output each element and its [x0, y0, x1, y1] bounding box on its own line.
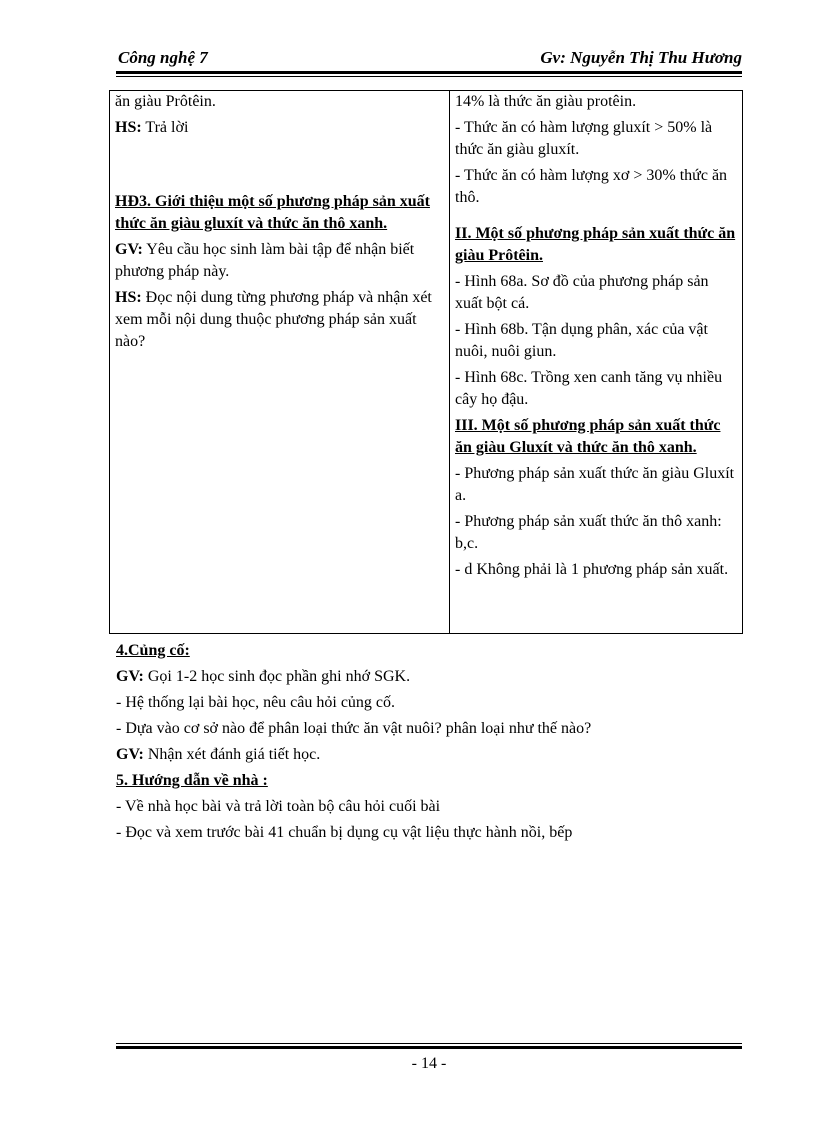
section-3-heading: III. Một số phương pháp sản xuất thức ăn giàu Gluxít và thức ăn thô xanh.	[455, 417, 721, 456]
hs-task: HS: Đọc nội dung từng phương pháp và nhận xét xem mỗi nội dung thuộc phương pháp sản xuất nào?	[115, 289, 432, 350]
hs-answer: HS: Trả lời	[115, 119, 189, 136]
right-line-6: - Hình 68c. Trồng xen canh tăng vụ nhiều cây họ đậu.	[455, 369, 723, 408]
subject-title: Công nghệ 7	[118, 48, 208, 67]
right-line-4: - Hình 68a. Sơ đồ của phương pháp sản xuất bột cá.	[455, 273, 709, 312]
homework-line-2: - Đọc và xem trước bài 41 chuẩn bị dụng cụ vật liệu thực hành nồi, bếp	[116, 824, 573, 841]
hd3-heading: HĐ3. Giới thiệu một số phương pháp sản xuất thức ăn giàu gluxít và thức ăn thô xanh.	[115, 193, 430, 232]
teacher-activity-column	[110, 91, 450, 634]
lesson-table	[109, 90, 743, 634]
gv-instruction: GV: Yêu cầu học sinh làm bài tập để nhận biết phương pháp này.	[115, 241, 415, 280]
section-2-heading: II. Một số phương pháp sản xuất thức ăn giàu Prôtêin.	[455, 225, 736, 264]
consolidation-gv-2: GV: Nhận xét đánh giá tiết học.	[116, 746, 321, 763]
content-column	[450, 91, 743, 634]
right-line-1: 14% là thức ăn giàu protêin.	[455, 93, 637, 110]
homework-line-1: - Về nhà học bài và trả lời toàn bộ câu hỏi cuối bài	[116, 798, 441, 815]
footer-rule-thick	[116, 1046, 742, 1049]
right-line-2: - Thức ăn có hàm lượng gluxít > 50% là thức ăn giàu gluxít.	[455, 119, 713, 158]
left-line-1: ăn giàu Prôtêin.	[115, 93, 216, 110]
page-number: - 14 -	[411, 1055, 447, 1072]
footer-rule-thin	[116, 1043, 742, 1044]
consolidation-line-3: - Dựa vào cơ sở nào để phân loại thức ăn vật nuôi? phân loại như thế nào?	[116, 720, 592, 737]
right-line-3: - Thức ăn có hàm lượng xơ > 30% thức ăn thô.	[455, 167, 728, 206]
right-line-8: - Phương pháp sản xuất thức ăn thô xanh: b,c.	[455, 513, 722, 552]
header-rule-thick	[116, 71, 742, 74]
lesson-wrapup	[116, 640, 742, 848]
homework-heading: 5. Hướng dẫn về nhà :	[116, 772, 268, 789]
right-line-9: - d Không phải là 1 phương pháp sản xuất.	[455, 561, 729, 578]
consolidation-heading: 4.Củng cố:	[116, 642, 190, 659]
header-rule-thin	[116, 76, 742, 77]
right-line-5: - Hình 68b. Tận dụng phân, xác của vật nuôi, nuôi giun.	[455, 321, 708, 360]
consolidation-gv-1: GV: Gọi 1-2 học sinh đọc phần ghi nhớ SGK.	[116, 668, 411, 685]
consolidation-line-2: - Hệ thống lại bài học, nêu câu hỏi củng cố.	[116, 694, 396, 711]
page-header	[116, 48, 742, 70]
teacher-name: Gv: Nguyễn Thị Thu Hương	[540, 48, 742, 67]
right-line-7: - Phương pháp sản xuất thức ăn giàu Gluxít a.	[455, 465, 735, 504]
